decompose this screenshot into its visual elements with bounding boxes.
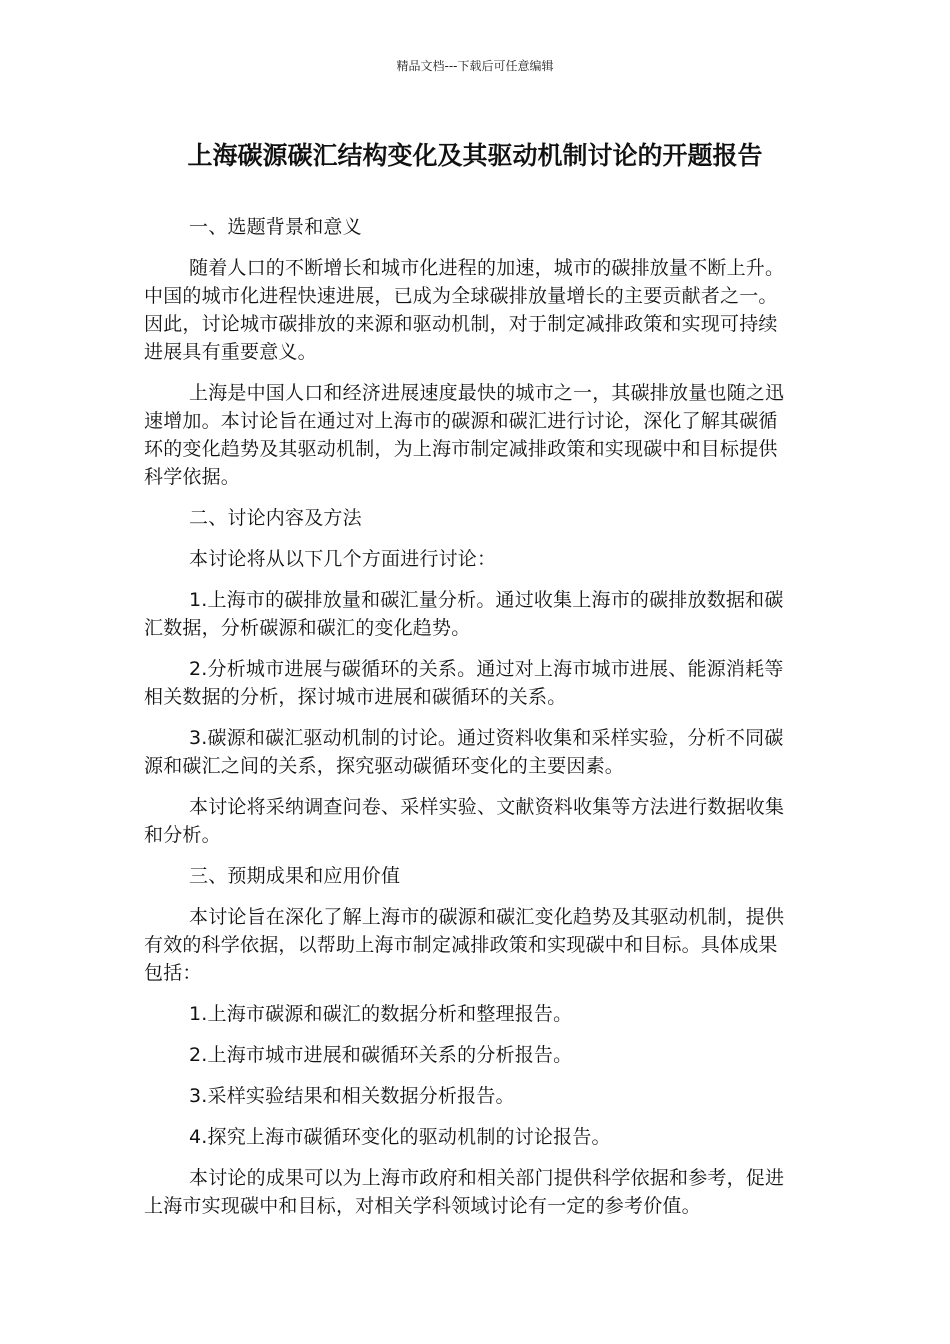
paragraph: 本讨论的成果可以为上海市政府和相关部门提供科学依据和参考，促进上海市实现碳中和目标，对相关学科领域讨论有一定的参考价值。 — [144, 1167, 785, 1217]
paragraph: 本讨论将采纳调查问卷、采样实验、文献资料收集等方法进行数据收集和分析。 — [144, 796, 785, 846]
section-heading-background: 一、选题背景和意义 — [189, 216, 362, 238]
paragraph: 本讨论旨在深化了解上海市的碳源和碳汇变化趋势及其驱动机制，提供有效的科学依据，以帮助上海市制定减排政策和实现碳中和目标。具体成果包括： — [144, 906, 785, 984]
list-item: 1.上海市碳源和碳汇的数据分析和整理报告。 — [189, 1003, 573, 1025]
document-body — [144, 213, 794, 1233]
header-note: 精品文档---下载后可任意编辑 — [396, 59, 554, 73]
section-heading-expected-results: 三、预期成果和应用价值 — [189, 865, 401, 887]
list-item: 2.分析城市进展与碳循环的关系。通过对上海市城市进展、能源消耗等相关数据的分析，探讨城市进展和碳循环的关系。 — [144, 658, 784, 708]
list-item: 1.上海市的碳排放量和碳汇量分析。通过收集上海市的碳排放数据和碳汇数据，分析碳源和碳汇的变化趋势。 — [144, 589, 784, 639]
list-item: 3.碳源和碳汇驱动机制的讨论。通过资料收集和采样实验，分析不同碳源和碳汇之间的关系，探究驱动碳循环变化的主要因素。 — [144, 727, 784, 777]
paragraph: 随着人口的不断增长和城市化进程的加速，城市的碳排放量不断上升。中国的城市化进程快速进展，已成为全球碳排放量增长的主要贡献者之一。因此，讨论城市碳排放的来源和驱动机制，对于制定减排政策和实现可持续进展具有重要意义。 — [144, 257, 785, 363]
paragraph: 本讨论将从以下几个方面进行讨论： — [189, 548, 497, 570]
list-item: 3.采样实验结果和相关数据分析报告。 — [189, 1085, 515, 1107]
list-item: 2.上海市城市进展和碳循环关系的分析报告。 — [189, 1044, 573, 1066]
list-item: 4.探究上海市碳循环变化的驱动机制的讨论报告。 — [189, 1126, 611, 1148]
document-title: 上海碳源碳汇结构变化及其驱动机制讨论的开题报告 — [187, 141, 763, 170]
section-heading-content-methods: 二、讨论内容及方法 — [189, 507, 362, 529]
paragraph: 上海是中国人口和经济进展速度最快的城市之一，其碳排放量也随之迅速增加。本讨论旨在通过对上海市的碳源和碳汇进行讨论，深化了解其碳循环的变化趋势及其驱动机制，为上海市制定减排政策和实现碳中和目标提供科学依据。 — [144, 382, 785, 488]
